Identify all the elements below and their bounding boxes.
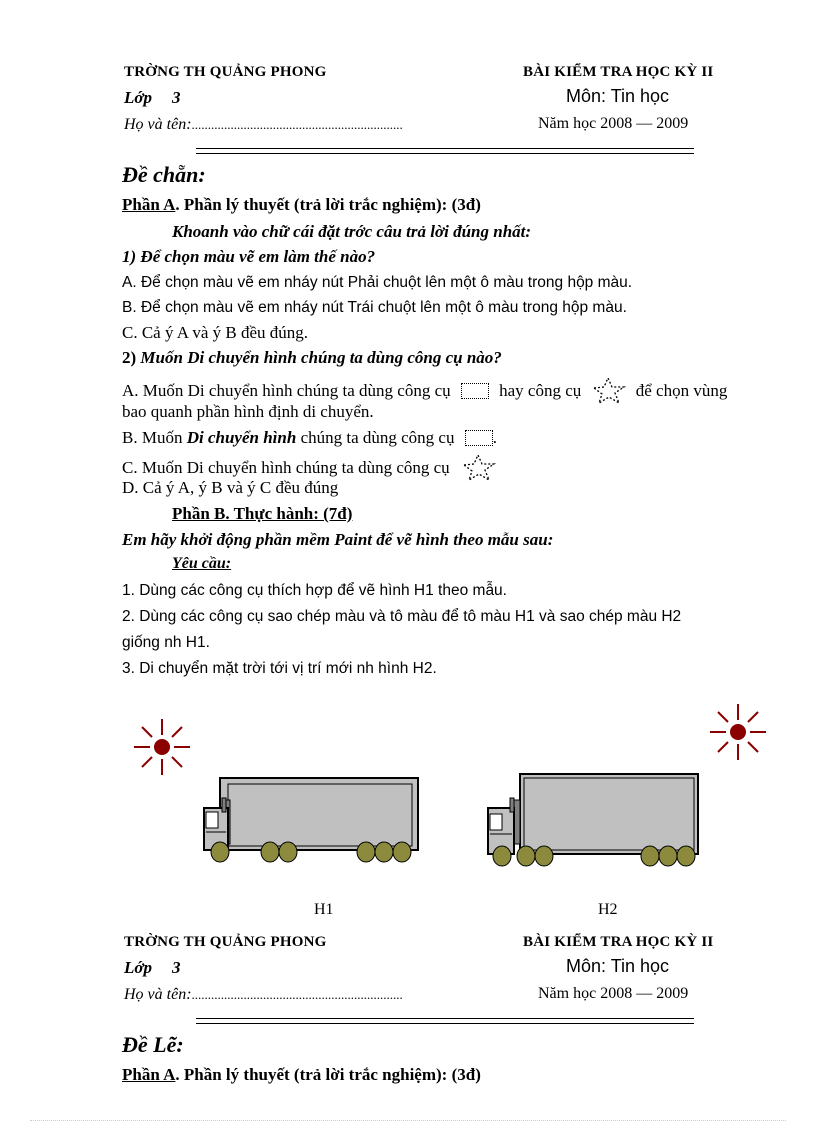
q2-option-d: D. Cả ý A, ý B và ý C đều đúng [122, 478, 339, 497]
student-name-field [124, 116, 403, 134]
instruction: Khoanh vào chữ cái đặt trớc câu trả lời đúng nhất: [172, 222, 532, 241]
subject-2: Môn: Tin học [566, 956, 670, 976]
q2-a-text-1: A. Muốn Di chuyển hình chúng ta dùng công cụ [122, 381, 451, 400]
q1-option-b: B. Để chọn màu vẽ em nháy nút Trái chuột lên một ô màu trong hộp màu. [122, 299, 627, 316]
divider-bottom [196, 153, 694, 154]
rect-select-icon-b [465, 430, 493, 446]
practice-intro: Em hãy khởi động phần mềm Paint để vẽ hình theo mẫu sau: [122, 530, 554, 549]
section-title-even: Đề chẵn: [122, 162, 206, 187]
school-year: Năm học 2008 — 2009 [538, 115, 689, 132]
figure-label-h2: H2 [598, 901, 618, 918]
q2-text: Muốn Di chuyển hình chúng ta dùng công cụ nào? [140, 348, 502, 367]
q2-a-text-2: hay công cụ [499, 381, 582, 400]
name-label-2: Họ và tên: [124, 986, 192, 1003]
name-dots: ................................................................. [191, 117, 403, 132]
q2-c-text: C. Muốn Di chuyển hình chúng ta dùng công cụ [122, 458, 450, 477]
subject: Môn: Tin học [566, 86, 670, 106]
exam-title-2: BÀI KIỂM TRA HỌC KỲ II [523, 934, 714, 950]
q2-option-a [122, 376, 727, 404]
part-a-text-2: . Phần lý thuyết (trả lời trắc nghiệm): (3đ) [175, 1065, 481, 1084]
sun-h2 [706, 700, 770, 764]
free-select-icon [590, 376, 628, 404]
question-2 [122, 348, 502, 368]
requirement-2: 2. Dùng các công cụ sao chép màu và tô màu để tô màu H1 và sao chép màu H2 [122, 608, 682, 625]
q1-option-c: C. Cả ý A và ý B đều đúng. [122, 323, 309, 342]
school-name: TRỜNG TH QUẢNG PHONG [124, 64, 327, 80]
name-label: Họ và tên: [124, 116, 192, 133]
part-a-label: Phần A [122, 195, 176, 214]
sun-h1 [130, 715, 194, 779]
q2-option-b [122, 428, 497, 448]
name-dots-2: ................................................................. [191, 987, 403, 1002]
requirement-1: 1. Dùng các công cụ thích hợp để vẽ hình H1 theo mẫu. [122, 582, 507, 599]
class-label-2: Lớp [124, 958, 153, 977]
school-name-2: TRỜNG TH QUẢNG PHONG [124, 934, 327, 950]
part-b-heading: Phần B. Thực hành: (7đ) [172, 504, 353, 523]
free-select-icon-c [460, 453, 498, 481]
q2-b-text-2: chúng ta dùng công cụ [296, 428, 455, 447]
page-edge [30, 1120, 786, 1121]
q2-option-a-cont: bao quanh phần hình định di chuyển. [122, 402, 374, 421]
q2-b-bold: Di chuyển hình [186, 428, 297, 447]
figure-label-h1: H1 [314, 901, 334, 918]
q2-option-c [122, 453, 498, 481]
student-name-field-2 [124, 986, 403, 1004]
section-title-odd: Đề Lẽ: [122, 1032, 184, 1057]
rect-select-icon [461, 383, 489, 399]
truck-h1 [200, 770, 430, 870]
q2-b-text-3: . [492, 428, 497, 447]
divider-bottom-2 [196, 1023, 694, 1024]
part-a-label-2: Phần A [122, 1065, 176, 1084]
exam-title: BÀI KIỂM TRA HỌC KỲ II [523, 64, 714, 80]
school-year-2: Năm học 2008 — 2009 [538, 985, 689, 1002]
requirement-3: 3. Di chuyển mặt trời tới vị trí mới nh hình H2. [122, 660, 437, 677]
class-value: 3 [172, 88, 181, 107]
divider-top-2 [196, 1018, 694, 1019]
part-a-heading [122, 195, 481, 215]
divider-top [196, 148, 694, 149]
requirement-2-cont: giống nh H1. [122, 634, 210, 651]
part-a-text: . Phần lý thuyết (trả lời trắc nghiệm): (3đ) [175, 195, 481, 214]
part-a-heading-2 [122, 1065, 481, 1085]
q1-option-a: A. Để chọn màu vẽ em nháy nút Phải chuột lên một ô màu trong hộp màu. [122, 274, 633, 291]
q2-a-text-3: để chọn vùng [635, 381, 728, 400]
q2-number: 2) [122, 348, 141, 367]
class-label: Lớp [124, 88, 153, 107]
q2-b-text-1: B. Muốn [122, 428, 187, 447]
requirements-label: Yêu cầu: [172, 555, 232, 572]
truck-h2 [484, 768, 704, 872]
question-1: 1) Để chọn màu vẽ em làm thế nào? [122, 247, 376, 266]
class-value-2: 3 [172, 958, 181, 977]
